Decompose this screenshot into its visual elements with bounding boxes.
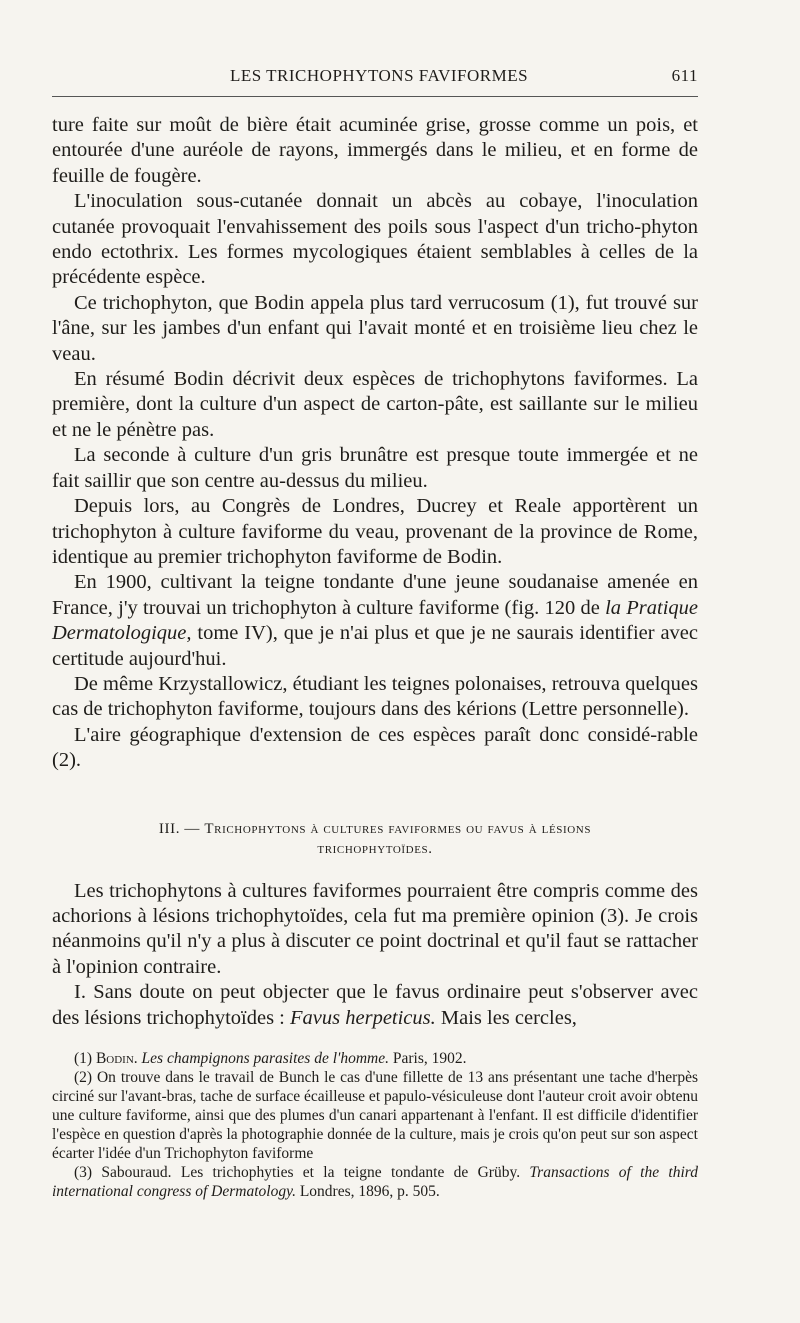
italic-title: la Pratique Dermatologique, xyxy=(52,596,698,645)
section-heading-line1 xyxy=(52,819,698,839)
running-header xyxy=(52,66,698,97)
paragraph-verrucosum: Ce trichophyton, que Bodin appela plus tard verrucosum (1), fut trouvé sur l'âne, sur les jambes d'un enfant qui l'avait monté et en troisième lieu chez le veau. xyxy=(52,291,698,365)
paragraph-inoculation: L'inoculation sous-cutanée donnait un abcès au cobaye, l'inoculation cutanée provoquait l'envahissement des poils sous l'aspect d'un tricho-phyton endo ectothrix. Les formes mycologiques étaient semblables à celles de la précédente espèce. xyxy=(52,190,698,289)
section-number: III. — xyxy=(158,820,201,837)
footnote-1 xyxy=(52,1049,698,1068)
footnote-rest: Paris, 1902. xyxy=(388,1050,467,1067)
paragraph-congres-londres: Depuis lors, au Congrès de Londres, Ducrey et Reale apportèrent un trichophyton à culture faviforme du veau, provenant de la province de Rome, identique au premier trichophyton faviforme de Bodin. xyxy=(52,495,698,568)
text-fragment: En 1900, cultivant la teigne tondante d'une jeune soudanaise amenée en France, j'y trouvai un trichophyton à culture faviforme (fig. 120 de xyxy=(52,571,698,619)
text-fragment: Mais les cercles, xyxy=(435,1006,577,1029)
section-heading xyxy=(52,819,698,859)
paragraph-aire-geographique: L'aire géographique d'extension de ces espèces paraît donc considé-rable (2). xyxy=(52,723,698,772)
page-number: 611 xyxy=(671,66,698,85)
paragraph-favus-herpeticus xyxy=(52,980,698,1031)
footnotes xyxy=(52,1049,698,1201)
footnote-2: (2) On trouve dans le travail de Bunch le cas d'une fillette de 13 ans présentant une tache d'herpès circiné sur l'avant-bras, tache de surface écailleuse et papulo-vésiculeuse dont l'auteur croit avoir obtenu une culture faviforme, ainsi que des plumes d'un canari appartenant à l'enfant. Il est difficile d'identifier l'espèce en question d'après la photographie donnée de la culture, mais je crois qu'on peut sur son aspect écarter l'idée d'un Trichophyton faviforme xyxy=(52,1069,698,1162)
italic-term: Favus herpeticus. xyxy=(290,1006,436,1029)
section-heading-line2: trichophytoïdes. xyxy=(317,840,433,857)
footnote-marker: (1) xyxy=(74,1050,96,1067)
footnote-3 xyxy=(52,1163,698,1201)
text-fragment: tome IV), que je n'ai plus et que je ne saurais identifier avec certitude aujourd'hui. xyxy=(52,622,698,670)
body-text-lower xyxy=(52,879,698,1031)
paragraph-resume: En résumé Bodin décrivit deux espèces de trichophytons faviformes. La première, dont la culture d'un aspect de carton-pâte, est saillante sur le milieu et ne le pénètre pas. xyxy=(52,368,698,441)
paragraph-seconde: La seconde à culture d'un gris brunâtre est presque toute immergée et ne fait saillir que son centre au-dessus du milieu. xyxy=(52,444,698,492)
paragraph-achorions: Les trichophytons à cultures faviformes pourraient être compris comme des achorions à lésions trichophytoïdes, cela fut ma première opinion (3). Je crois néanmoins qu'il n'y a plus à discuter ce point doctrinal et qu'il faut se rattacher à l'opinion contraire. xyxy=(52,879,698,978)
paragraph-1900 xyxy=(52,570,698,672)
body-text-upper xyxy=(52,113,698,774)
running-title: LES TRICHOPHYTONS FAVIFORMES xyxy=(230,66,529,85)
paragraph-continuation: ture faite sur moût de bière était acuminée grise, grosse comme un pois, et entourée d'une auréole de rayons, immergés dans le milieu, et en forme de feuille de fougère. xyxy=(52,114,698,187)
page xyxy=(52,66,698,1201)
section-title: Trichophytons à cultures faviformes ou favus à lésions xyxy=(204,820,592,837)
footnote-text: (3) Sabouraud. Les trichophyties et la teigne tondante de Grüby. xyxy=(74,1164,530,1181)
paragraph-krzystallowicz: De même Krzystallowicz, étudiant les teignes polonaises, retrouva quelques cas de trichophyton faviforme, toujours dans des kérions (Lettre personnelle). xyxy=(52,672,698,721)
footnote-journal: Transactions of the third international congress of Dermatology. xyxy=(52,1164,698,1200)
text-fragment: I. Sans doute on peut objecter que le favus ordinaire peut s'observer avec des lésions trichophytoïdes : xyxy=(52,981,698,1029)
footnote-text: Londres, 1896, p. 505. xyxy=(295,1183,440,1200)
footnote-author: Bodin. xyxy=(95,1050,138,1067)
footnote-title: Les champignons parasites de l'homme. xyxy=(137,1050,389,1067)
